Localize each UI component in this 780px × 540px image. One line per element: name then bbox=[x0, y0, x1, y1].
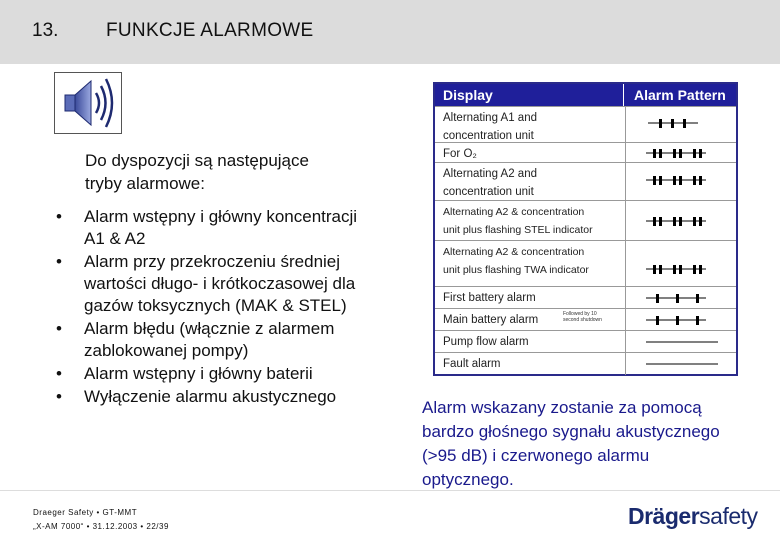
alarm-pattern-icon bbox=[625, 353, 737, 375]
table-row bbox=[435, 352, 736, 375]
bullet-icon: • bbox=[56, 364, 62, 383]
caption-line: Alarm wskazany zostanie za pomocą bbox=[422, 398, 702, 417]
alarm-pattern-table bbox=[433, 82, 738, 376]
list-item-line: A1 & A2 bbox=[84, 229, 146, 248]
caption-line: bardzo głośnego sygnału akustycznego bbox=[422, 422, 720, 441]
table-row bbox=[435, 240, 736, 287]
caption-line: (>95 dB) i czerwonego alarmu bbox=[422, 446, 650, 465]
row-label: Alternating A2 & concentration bbox=[443, 246, 585, 258]
draeger-safety-logo bbox=[628, 503, 758, 530]
note-line: second shutdown bbox=[563, 317, 602, 323]
list-item-line: gazów toksycznych (MAK & STEL) bbox=[84, 296, 347, 315]
header-bar bbox=[0, 0, 780, 64]
alarm-mode-list bbox=[56, 206, 416, 409]
bullet-icon: • bbox=[56, 252, 62, 271]
table-header bbox=[435, 84, 736, 106]
note-line: Followed by 10 bbox=[563, 311, 597, 317]
alarm-pattern-icon bbox=[625, 309, 737, 331]
row-label: Alternating A2 and bbox=[443, 168, 537, 180]
alarm-pattern-icon bbox=[625, 163, 737, 201]
alarm-pattern-icon bbox=[625, 201, 737, 241]
list-item-line: Alarm przy przekroczeniu średniej bbox=[84, 252, 341, 271]
alarm-pattern-icon bbox=[625, 331, 737, 353]
list-item-line: Alarm wstępny i główny koncentracji bbox=[84, 207, 358, 226]
table-row bbox=[435, 142, 736, 163]
alarm-pattern-icon bbox=[625, 287, 737, 309]
list-item-line: wartości długo- i krótkoczasowej dla bbox=[84, 274, 356, 293]
alarm-caption bbox=[422, 396, 720, 492]
list-item bbox=[56, 206, 416, 250]
column-header-display: Display bbox=[443, 87, 493, 103]
list-item bbox=[56, 386, 416, 408]
row-label: concentration unit bbox=[443, 130, 534, 142]
row-label: concentration unit bbox=[443, 186, 534, 198]
section-number: 13. bbox=[32, 20, 59, 41]
row-label: unit plus flashing TWA indicator bbox=[443, 264, 589, 276]
list-item bbox=[56, 251, 416, 317]
intro-line: tryby alarmowe: bbox=[85, 174, 205, 193]
speaker-icon bbox=[54, 72, 122, 134]
table-row bbox=[435, 308, 736, 331]
alarm-pattern-icon bbox=[625, 143, 737, 163]
row-label: Alternating A1 and bbox=[443, 112, 537, 124]
bullet-icon: • bbox=[56, 319, 62, 338]
bullet-icon: • bbox=[56, 387, 62, 406]
shutdown-note bbox=[563, 311, 602, 323]
list-item-line: zablokowanej pompy) bbox=[84, 341, 249, 360]
row-label: Pump flow alarm bbox=[443, 336, 529, 348]
list-item-line: Alarm wstępny i główny baterii bbox=[84, 364, 313, 383]
row-label: Main battery alarm bbox=[443, 314, 539, 326]
bullet-icon: • bbox=[56, 207, 62, 226]
alarm-pattern-icon bbox=[625, 241, 737, 287]
table-row bbox=[435, 106, 736, 143]
row-label: For O₂ bbox=[443, 148, 477, 160]
logo-part-1: Dräger bbox=[628, 503, 700, 529]
intro-text bbox=[85, 149, 309, 195]
section-title: FUNKCJE ALARMOWE bbox=[106, 20, 314, 41]
caption-line: optycznego. bbox=[422, 470, 514, 489]
table-row bbox=[435, 330, 736, 353]
table-row bbox=[435, 286, 736, 309]
list-item-line: Alarm błędu (włącznie z alarmem bbox=[84, 319, 335, 338]
footer-line-2: „X-AM 7000“ • 31.12.2003 • 22/39 bbox=[33, 522, 169, 531]
list-item bbox=[56, 363, 416, 385]
row-label: unit plus flashing STEL indicator bbox=[443, 224, 593, 236]
row-label: Alternating A2 & concentration bbox=[443, 206, 585, 218]
alarm-pattern-icon bbox=[625, 107, 737, 143]
row-label: First battery alarm bbox=[443, 292, 536, 304]
list-item bbox=[56, 318, 416, 362]
logo-part-2: safety bbox=[699, 503, 758, 529]
list-item-line: Wyłączenie alarmu akustycznego bbox=[84, 387, 337, 406]
row-label: Fault alarm bbox=[443, 358, 501, 370]
intro-line: Do dyspozycji są następujące bbox=[85, 151, 309, 170]
table-row bbox=[435, 200, 736, 241]
table-row bbox=[435, 162, 736, 201]
footer-line-1: Draeger Safety • GT-MMT bbox=[33, 508, 138, 517]
footer-divider bbox=[0, 490, 780, 491]
column-header-alarm-pattern: Alarm Pattern bbox=[623, 84, 736, 106]
